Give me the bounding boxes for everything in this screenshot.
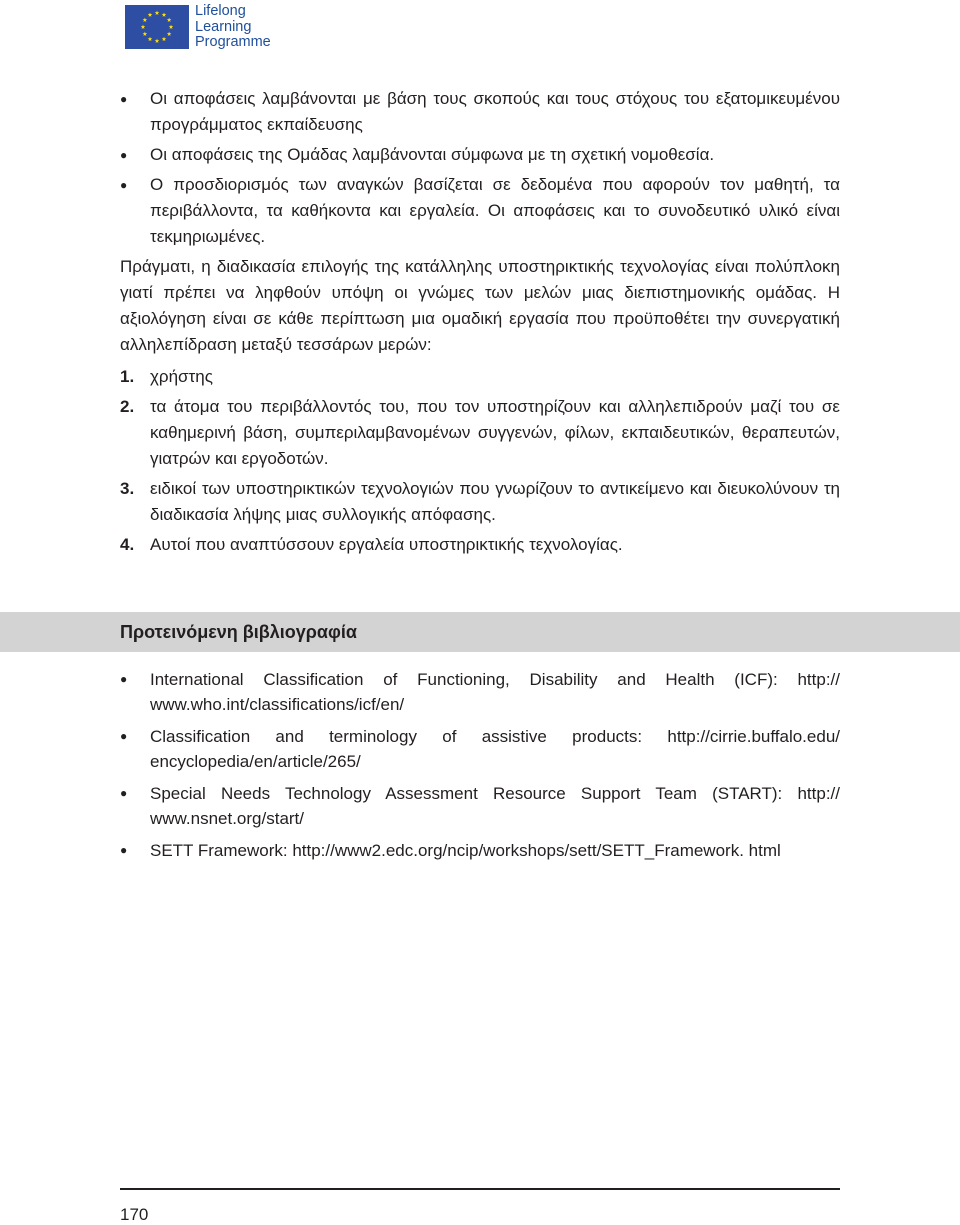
item-text: ειδικοί των υποστηρικτικών τεχνολογιών που γνωρίζουν το αντικείμενο και διευκολύνουν τη διαδικασία λήψης μιας συλλογικής απόφασης. (150, 479, 840, 524)
page-number: 170 (120, 1205, 149, 1224)
item-number: 3. (120, 479, 135, 498)
item-number: 1. (120, 367, 135, 386)
bibliography-item: ● Classification and terminology of assistive products: http://cirrie.buffalo.edu/ encyclopedia/en/article/265/ (120, 724, 840, 774)
numbered-item (120, 532, 840, 558)
lifelong-learning-logo (125, 5, 275, 49)
bibliography-item: ● Special Needs Technology Assessment Resource Support Team (START): http:// www.nsnet.org/start/ (120, 781, 840, 831)
bullet-item: ● Οι αποφάσεις λαμβάνονται με βάση τους σκοπούς και τους στόχους του εξατομικευμένου προγράμματος εκπαίδευσης (120, 86, 840, 138)
item-text: τα άτομα του περιβάλλοντός του, που τον υποστηρίζουν και αλληλεπιδρούν μαζί του σε καθημερινή βάση, συμπεριλαμβανομένων συγγενών, φίλων, εκπαιδευτικών, θεραπευτών, γιατρών και εργοδοτών. (150, 397, 840, 468)
logo-line: Programme (195, 34, 271, 50)
bibliography-item: ● International Classification of Functioning, Disability and Health (ICF): http:// www.who.int/classifications/icf/en/ (120, 667, 840, 717)
criteria-bullet-list (120, 86, 840, 250)
item-number: 2. (120, 397, 135, 416)
parties-numbered-list (120, 364, 840, 558)
body-paragraph: Πράγματι, η διαδικασία επιλογής της κατάλληλης υποστηρικτικής τεχνολογίας είναι πολύπλοκη γιατί πρέπει να ληφθούν υπόψη οι γνώμες των μελών μιας διεπιστημονικής ομάδας. Η αξιολόγηση είναι σε κάθε περίπτωση μια ομαδική εργασία που προϋποθέτει την συνεργατική αλληλεπίδραση μεταξύ τεσσάρων μερών: (120, 257, 840, 354)
bullet-item: ● Ο προσδιορισμός των αναγκών βασίζεται σε δεδομένα που αφορούν τον μαθητή, τα περιβάλλοντα, τα καθήκοντα και εργαλεία. Οι αποφάσεις και το συνοδευτικό υλικό είναι τεκμηριωμένες. (120, 172, 840, 250)
logo-line: Learning (195, 18, 252, 35)
footer-rule (120, 1188, 840, 1190)
eu-flag-icon (125, 5, 189, 49)
bibliography-item: ● SETT Framework: http://www2.edc.org/ncip/workshops/sett/SETT_Framework. html (120, 838, 840, 863)
numbered-item (120, 364, 840, 390)
main-content (120, 86, 840, 562)
item-number: 4. (120, 535, 135, 554)
bibliography-list (120, 667, 840, 863)
numbered-item (120, 476, 840, 528)
logo-line: Lifelong (195, 3, 246, 19)
bullet-item: ● Οι αποφάσεις της Ομάδας λαμβάνονται σύμφωνα με τη σχετική νομοθεσία. (120, 142, 840, 168)
bibliography-section (120, 667, 840, 870)
item-text: Αυτοί που αναπτύσσουν εργαλεία υποστηρικτικής τεχνολογίας. (150, 535, 623, 554)
item-text: χρήστης (150, 367, 213, 386)
section-heading: Προτεινόμενη βιβλιογραφία (120, 622, 357, 642)
logo-text (195, 4, 271, 51)
numbered-item (120, 394, 840, 472)
